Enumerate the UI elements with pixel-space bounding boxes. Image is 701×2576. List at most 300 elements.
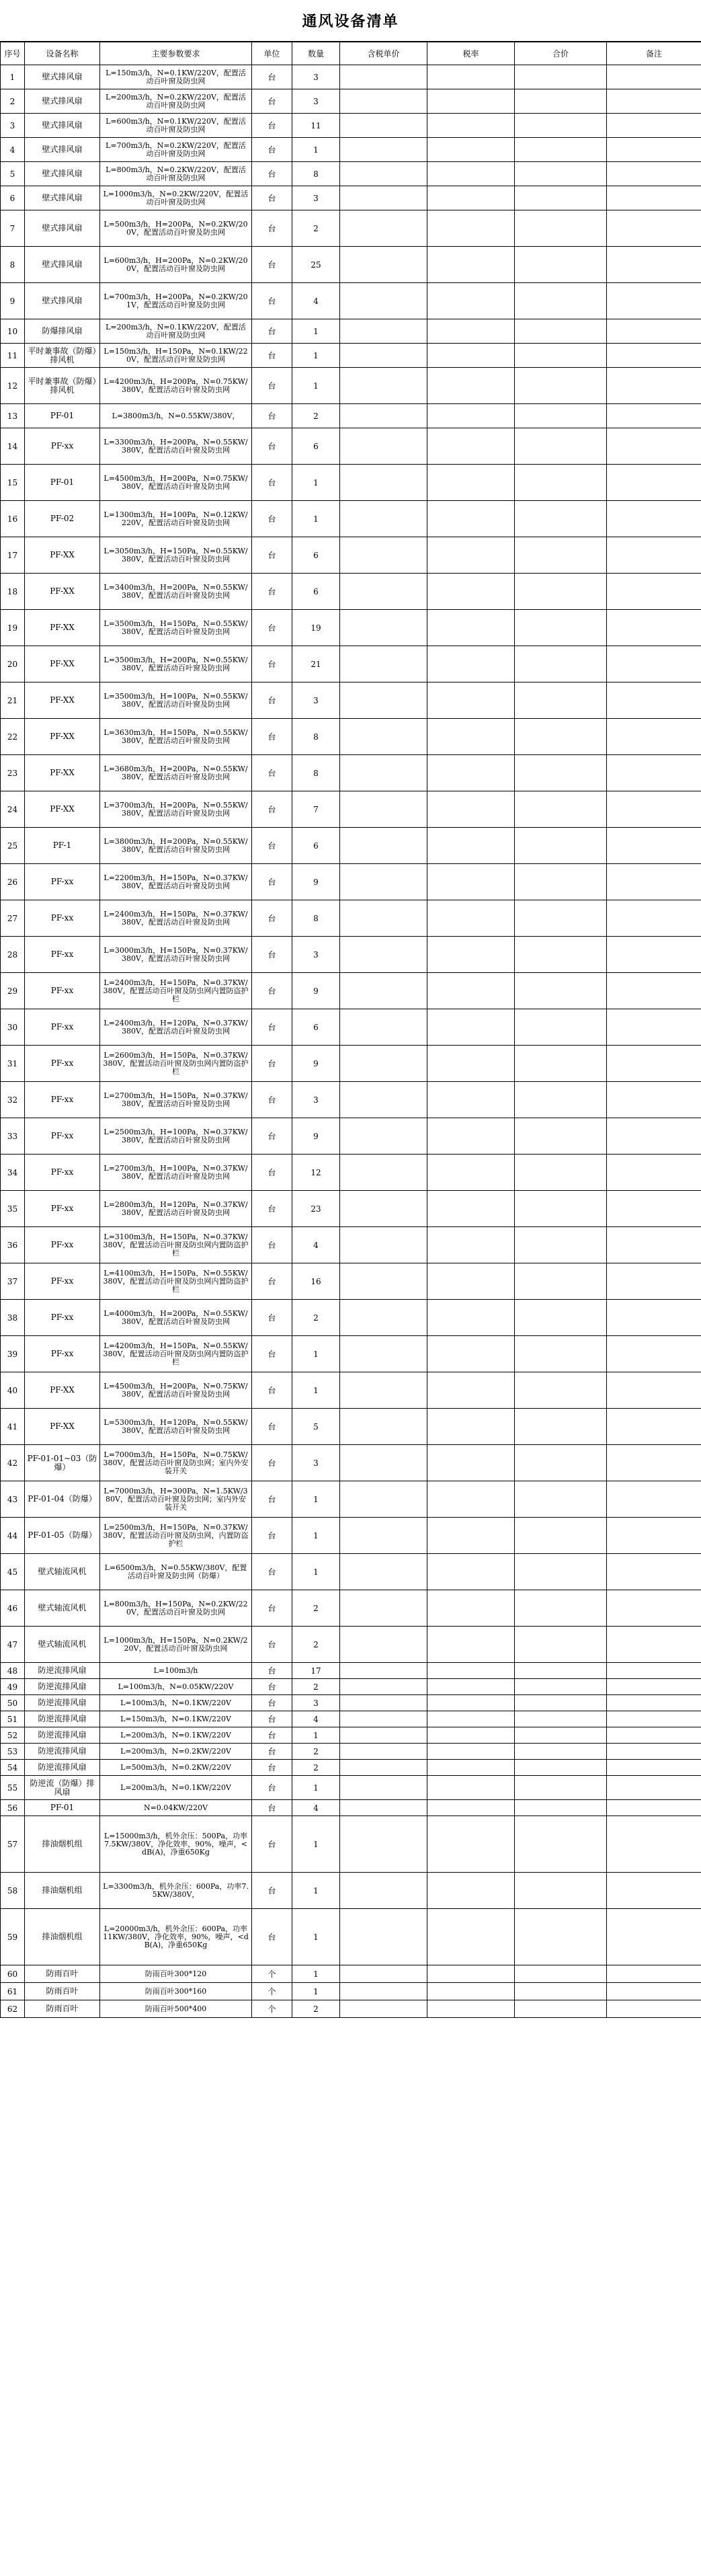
row-name: PF-XX xyxy=(25,755,100,791)
row-remarks xyxy=(607,465,701,501)
table-row xyxy=(1,1816,701,1873)
row-requirements: L=200m3/h，N=0.1KW/220V，配置活动百叶窗及防虫网 xyxy=(100,319,252,344)
row-no: 43 xyxy=(1,1481,25,1518)
row-requirements: L=2700m3/h，H=150Pa，N=0.37KW/380V，配置活动百叶窗及防虫网 xyxy=(100,1082,252,1118)
row-unit-price xyxy=(340,1965,427,1983)
row-no: 33 xyxy=(1,1118,25,1155)
table-row xyxy=(1,404,701,428)
row-name: 防逆流排风扇 xyxy=(25,1663,100,1679)
row-quantity: 2 xyxy=(292,1744,340,1760)
row-quantity: 1 xyxy=(292,319,340,344)
table-row xyxy=(1,1965,701,1983)
header-total-price: 合价 xyxy=(515,42,607,65)
row-requirements: L=3680m3/h，H=200Pa，N=0.55KW/380V，配置活动百叶窗及防虫网 xyxy=(100,755,252,791)
row-no: 12 xyxy=(1,368,25,404)
row-unit: 台 xyxy=(252,610,292,646)
row-total-price xyxy=(515,1336,607,1372)
row-unit: 台 xyxy=(252,1776,292,1800)
row-name: 壁式排风扇 xyxy=(25,162,100,186)
row-name: PF-xx xyxy=(25,937,100,973)
row-requirements: L=800m3/h，H=150Pa，N=0.2KW/220V，配置活动百叶窗及防虫网 xyxy=(100,1590,252,1627)
row-unit: 台 xyxy=(252,89,292,114)
row-unit-price xyxy=(340,210,427,247)
row-tax-rate xyxy=(427,1760,515,1776)
row-unit-price xyxy=(340,1227,427,1263)
row-remarks xyxy=(607,1816,701,1873)
row-name: PF-XX xyxy=(25,574,100,610)
row-quantity: 1 xyxy=(292,344,340,368)
row-quantity: 2 xyxy=(292,1760,340,1776)
table-row xyxy=(1,1372,701,1409)
row-quantity: 8 xyxy=(292,162,340,186)
row-no: 1 xyxy=(1,65,25,89)
row-tax-rate xyxy=(427,574,515,610)
row-unit-price xyxy=(340,1909,427,1965)
row-requirements: L=150m3/h，N=0.1KW/220V，配置活动百叶窗及防虫网 xyxy=(100,65,252,89)
row-tax-rate xyxy=(427,1409,515,1445)
row-requirements: L=800m3/h，N=0.2KW/220V，配置活动百叶窗及防虫网 xyxy=(100,162,252,186)
row-no: 40 xyxy=(1,1372,25,1409)
row-unit-price xyxy=(340,1679,427,1695)
row-remarks xyxy=(607,162,701,186)
row-unit: 台 xyxy=(252,501,292,537)
table-row xyxy=(1,937,701,973)
row-total-price xyxy=(515,1983,607,2000)
row-remarks xyxy=(607,1590,701,1627)
sheet-title: 通风设备清单 xyxy=(0,0,701,42)
header-no: 序号 xyxy=(1,42,25,65)
row-unit-price xyxy=(340,1118,427,1155)
table-row xyxy=(1,344,701,368)
row-requirements: L=2400m3/h，H=150Pa，N=0.37KW/380V，配置活动百叶窗及防虫网内置防盗护栏 xyxy=(100,973,252,1009)
row-no: 25 xyxy=(1,828,25,864)
row-unit: 台 xyxy=(252,900,292,937)
row-total-price xyxy=(515,900,607,937)
row-requirements: L=3630m3/h，H=150Pa，N=0.55KW/380V，配置活动百叶窗及防虫网 xyxy=(100,719,252,755)
row-quantity: 9 xyxy=(292,973,340,1009)
row-no: 20 xyxy=(1,646,25,682)
row-remarks xyxy=(607,1760,701,1776)
row-name: PF-xx xyxy=(25,1263,100,1300)
row-name: 壁式排风扇 xyxy=(25,283,100,319)
row-total-price xyxy=(515,247,607,283)
row-quantity: 1 xyxy=(292,1983,340,2000)
row-total-price xyxy=(515,465,607,501)
row-unit-price xyxy=(340,344,427,368)
table-row xyxy=(1,1663,701,1679)
row-name: PF-xx xyxy=(25,864,100,900)
row-total-price xyxy=(515,1554,607,1590)
row-remarks xyxy=(607,1263,701,1300)
row-total-price xyxy=(515,1711,607,1727)
row-tax-rate xyxy=(427,1191,515,1227)
row-name: PF-XX xyxy=(25,791,100,828)
row-tax-rate xyxy=(427,1727,515,1744)
row-total-price xyxy=(515,319,607,344)
row-total-price xyxy=(515,1118,607,1155)
table-row xyxy=(1,719,701,755)
row-name: PF-xx xyxy=(25,1300,100,1336)
row-unit: 台 xyxy=(252,1590,292,1627)
row-tax-rate xyxy=(427,1590,515,1627)
row-unit-price xyxy=(340,791,427,828)
row-name: 防逆流排风扇 xyxy=(25,1760,100,1776)
row-requirements: L=1000m3/h，N=0.2KW/220V，配置活动百叶窗及防虫网 xyxy=(100,186,252,210)
row-remarks xyxy=(607,1336,701,1372)
row-unit: 台 xyxy=(252,1873,292,1909)
row-no: 17 xyxy=(1,537,25,574)
row-remarks xyxy=(607,114,701,138)
row-tax-rate xyxy=(427,1300,515,1336)
row-no: 50 xyxy=(1,1695,25,1711)
row-name: PF-xx xyxy=(25,1191,100,1227)
row-unit: 台 xyxy=(252,646,292,682)
row-requirements: L=3100m3/h，H=150Pa，N=0.37KW/380V，配置活动百叶窗及防虫网内置防盗护栏 xyxy=(100,1227,252,1263)
row-remarks xyxy=(607,1300,701,1336)
row-unit-price xyxy=(340,283,427,319)
row-requirements: L=3500m3/h，H=150Pa，N=0.55KW/380V，配置活动百叶窗及防虫网 xyxy=(100,610,252,646)
row-name: 壁式排风扇 xyxy=(25,138,100,162)
row-name: PF-xx xyxy=(25,900,100,937)
row-unit-price xyxy=(340,1009,427,1046)
row-tax-rate xyxy=(427,65,515,89)
row-tax-rate xyxy=(427,89,515,114)
row-unit: 台 xyxy=(252,1727,292,1744)
row-unit-price xyxy=(340,1816,427,1873)
row-total-price xyxy=(515,1744,607,1760)
row-quantity: 9 xyxy=(292,1046,340,1082)
row-requirements: L=2400m3/h，H=150Pa，N=0.37KW/380V，配置活动百叶窗及防虫网 xyxy=(100,900,252,937)
row-name: PF-02 xyxy=(25,501,100,537)
header-tax-rate: 税率 xyxy=(427,42,515,65)
row-unit-price xyxy=(340,1481,427,1518)
row-unit: 台 xyxy=(252,1816,292,1873)
table-row xyxy=(1,1627,701,1663)
row-total-price xyxy=(515,864,607,900)
row-unit: 台 xyxy=(252,344,292,368)
row-unit-price xyxy=(340,574,427,610)
row-remarks xyxy=(607,646,701,682)
row-remarks xyxy=(607,1554,701,1590)
row-requirements: L=3300m3/h，H=200Pa，N=0.55KW/380V，配置活动百叶窗及防虫网 xyxy=(100,428,252,465)
row-name: 防逆流排风扇 xyxy=(25,1711,100,1727)
row-name: 防雨百叶 xyxy=(25,2000,100,2018)
row-tax-rate xyxy=(427,368,515,404)
row-unit: 台 xyxy=(252,1800,292,1816)
row-requirements: L=700m3/h，N=0.2KW/220V，配置活动百叶窗及防虫网 xyxy=(100,138,252,162)
table-row xyxy=(1,574,701,610)
row-remarks xyxy=(607,1800,701,1816)
row-quantity: 3 xyxy=(292,1082,340,1118)
row-remarks xyxy=(607,501,701,537)
row-total-price xyxy=(515,574,607,610)
row-tax-rate xyxy=(427,1227,515,1263)
table-row xyxy=(1,1695,701,1711)
row-unit: 台 xyxy=(252,1191,292,1227)
row-total-price xyxy=(515,1909,607,1965)
table-row xyxy=(1,1445,701,1481)
row-quantity: 6 xyxy=(292,428,340,465)
row-quantity: 1 xyxy=(292,1909,340,1965)
row-unit: 台 xyxy=(252,682,292,719)
row-tax-rate xyxy=(427,1118,515,1155)
row-remarks xyxy=(607,428,701,465)
table-row xyxy=(1,1082,701,1118)
row-requirements: L=2200m3/h，H=150Pa，N=0.37KW/380V，配置活动百叶窗及防虫网 xyxy=(100,864,252,900)
row-unit-price xyxy=(340,1800,427,1816)
row-remarks xyxy=(607,1909,701,1965)
row-remarks xyxy=(607,1679,701,1695)
row-tax-rate xyxy=(427,1082,515,1118)
row-unit: 台 xyxy=(252,1409,292,1445)
table-row xyxy=(1,1983,701,2000)
row-remarks xyxy=(607,682,701,719)
row-total-price xyxy=(515,1727,607,1744)
row-quantity: 1 xyxy=(292,1518,340,1554)
row-requirements: L=7000m3/h，H=300Pa，N=1.5KW/380V，配置活动百叶窗及防虫网；室内外安装开关 xyxy=(100,1481,252,1518)
row-tax-rate xyxy=(427,138,515,162)
row-requirements: L=15000m3/h，机外余压：500Pa，功率7.5KW/380V，净化效率，90%，噪声，<dB(A)，净重650Kg xyxy=(100,1816,252,1873)
table-row xyxy=(1,1909,701,1965)
row-no: 32 xyxy=(1,1082,25,1118)
row-tax-rate xyxy=(427,1695,515,1711)
row-total-price xyxy=(515,937,607,973)
row-total-price xyxy=(515,1965,607,1983)
row-total-price xyxy=(515,1663,607,1679)
row-requirements: L=3800m3/h，N=0.55KW/380V， xyxy=(100,404,252,428)
table-row xyxy=(1,2000,701,2018)
row-remarks xyxy=(607,283,701,319)
row-unit-price xyxy=(340,1663,427,1679)
row-name: 壁式轴流风机 xyxy=(25,1627,100,1663)
row-unit: 台 xyxy=(252,1046,292,1082)
row-requirements: L=3300m3/h，机外余压：600Pa，功率7.5KW/380V， xyxy=(100,1873,252,1909)
row-name: 平时兼事故（防爆）排风机 xyxy=(25,368,100,404)
row-quantity: 3 xyxy=(292,937,340,973)
row-unit-price xyxy=(340,138,427,162)
row-quantity: 1 xyxy=(292,1816,340,1873)
row-quantity: 8 xyxy=(292,900,340,937)
row-remarks xyxy=(607,1711,701,1727)
row-requirements: L=500m3/h，N=0.2KW/220V xyxy=(100,1760,252,1776)
row-name: PF-xx xyxy=(25,1009,100,1046)
row-tax-rate xyxy=(427,1336,515,1372)
row-unit-price xyxy=(340,1727,427,1744)
row-total-price xyxy=(515,1695,607,1711)
row-unit-price xyxy=(340,1155,427,1191)
row-name: PF-1 xyxy=(25,828,100,864)
row-tax-rate xyxy=(427,1481,515,1518)
row-unit-price xyxy=(340,1744,427,1760)
row-name: PF-xx xyxy=(25,1046,100,1082)
row-no: 53 xyxy=(1,1744,25,1760)
row-tax-rate xyxy=(427,344,515,368)
row-unit: 台 xyxy=(252,755,292,791)
row-no: 7 xyxy=(1,210,25,247)
row-remarks xyxy=(607,574,701,610)
row-name: PF-01 xyxy=(25,465,100,501)
row-tax-rate xyxy=(427,1046,515,1082)
table-row xyxy=(1,428,701,465)
table-row xyxy=(1,1336,701,1372)
row-unit: 个 xyxy=(252,1983,292,2000)
row-unit-price xyxy=(340,646,427,682)
row-total-price xyxy=(515,1760,607,1776)
row-remarks xyxy=(607,1627,701,1663)
row-no: 56 xyxy=(1,1800,25,1816)
row-no: 22 xyxy=(1,719,25,755)
row-tax-rate xyxy=(427,2000,515,2018)
row-name: 壁式排风扇 xyxy=(25,186,100,210)
row-requirements: L=3700m3/h，H=200Pa，N=0.55KW/380V，配置活动百叶窗及防虫网 xyxy=(100,791,252,828)
table-row xyxy=(1,1760,701,1776)
row-total-price xyxy=(515,1800,607,1816)
row-quantity: 3 xyxy=(292,89,340,114)
row-name: PF-XX xyxy=(25,646,100,682)
row-quantity: 8 xyxy=(292,755,340,791)
row-unit: 台 xyxy=(252,1155,292,1191)
table-row xyxy=(1,537,701,574)
row-tax-rate xyxy=(427,537,515,574)
table-row xyxy=(1,1481,701,1518)
table-row xyxy=(1,1800,701,1816)
table-row xyxy=(1,114,701,138)
table-row xyxy=(1,1046,701,1082)
row-quantity: 3 xyxy=(292,682,340,719)
row-remarks xyxy=(607,1965,701,1983)
row-unit: 台 xyxy=(252,937,292,973)
row-unit-price xyxy=(340,937,427,973)
row-unit: 台 xyxy=(252,247,292,283)
table-row xyxy=(1,283,701,319)
row-requirements: L=7000m3/h，H=150Pa，N=0.75KW/380V，配置活动百叶窗及防虫网；室内外安装开关 xyxy=(100,1445,252,1481)
row-remarks xyxy=(607,1776,701,1800)
table-row xyxy=(1,1711,701,1727)
row-unit: 台 xyxy=(252,791,292,828)
table-row xyxy=(1,1227,701,1263)
row-total-price xyxy=(515,719,607,755)
row-unit-price xyxy=(340,1695,427,1711)
row-remarks xyxy=(607,828,701,864)
row-total-price xyxy=(515,186,607,210)
row-name: 壁式排风扇 xyxy=(25,65,100,89)
row-requirements: L=100m3/h，N=0.05KW/220V xyxy=(100,1679,252,1695)
header-remarks: 备注 xyxy=(607,42,701,65)
row-total-price xyxy=(515,1481,607,1518)
row-unit: 台 xyxy=(252,1663,292,1679)
row-total-price xyxy=(515,1873,607,1909)
row-requirements: 防雨百叶500*400 xyxy=(100,2000,252,2018)
row-remarks xyxy=(607,1155,701,1191)
row-remarks xyxy=(607,1983,701,2000)
row-tax-rate xyxy=(427,1155,515,1191)
row-name: PF-01 xyxy=(25,1800,100,1816)
row-no: 28 xyxy=(1,937,25,973)
row-unit-price xyxy=(340,1627,427,1663)
row-remarks xyxy=(607,1046,701,1082)
row-unit: 台 xyxy=(252,114,292,138)
row-remarks xyxy=(607,138,701,162)
row-remarks xyxy=(607,1372,701,1409)
row-requirements: L=4500m3/h，H=200Pa，N=0.75KW/380V，配置活动百叶窗及防虫网 xyxy=(100,465,252,501)
row-quantity: 1 xyxy=(292,1873,340,1909)
row-name: 防雨百叶 xyxy=(25,1983,100,2000)
row-quantity: 1 xyxy=(292,1776,340,1800)
table-row xyxy=(1,864,701,900)
row-quantity: 6 xyxy=(292,1009,340,1046)
row-unit-price xyxy=(340,89,427,114)
table-row xyxy=(1,1744,701,1760)
row-total-price xyxy=(515,138,607,162)
row-requirements: L=6500m3/h，N=0.55KW/380V，配置活动百叶窗及防虫网（防爆） xyxy=(100,1554,252,1590)
row-no: 19 xyxy=(1,610,25,646)
row-requirements: L=150m3/h，N=0.1KW/220V xyxy=(100,1711,252,1727)
row-unit: 台 xyxy=(252,1695,292,1711)
row-quantity: 6 xyxy=(292,574,340,610)
row-requirements: L=2700m3/h，H=100Pa，N=0.37KW/380V，配置活动百叶窗及防虫网 xyxy=(100,1155,252,1191)
row-quantity: 1 xyxy=(292,368,340,404)
row-unit-price xyxy=(340,368,427,404)
table-row xyxy=(1,1191,701,1227)
row-total-price xyxy=(515,65,607,89)
row-unit: 台 xyxy=(252,404,292,428)
row-unit: 台 xyxy=(252,828,292,864)
row-total-price xyxy=(515,162,607,186)
row-requirements: L=3400m3/h，H=200Pa，N=0.55KW/380V，配置活动百叶窗及防虫网 xyxy=(100,574,252,610)
table-row xyxy=(1,1776,701,1800)
row-no: 48 xyxy=(1,1663,25,1679)
row-no: 18 xyxy=(1,574,25,610)
row-total-price xyxy=(515,755,607,791)
equipment-table xyxy=(0,42,701,2018)
row-remarks xyxy=(607,1873,701,1909)
row-quantity: 2 xyxy=(292,210,340,247)
row-quantity: 25 xyxy=(292,247,340,283)
row-total-price xyxy=(515,973,607,1009)
row-tax-rate xyxy=(427,1744,515,1760)
row-unit-price xyxy=(340,1554,427,1590)
row-name: PF-XX xyxy=(25,610,100,646)
row-name: 排油烟机组 xyxy=(25,1909,100,1965)
row-tax-rate xyxy=(427,1965,515,1983)
row-quantity: 16 xyxy=(292,1263,340,1300)
row-quantity: 1 xyxy=(292,1554,340,1590)
row-total-price xyxy=(515,1263,607,1300)
row-unit: 台 xyxy=(252,319,292,344)
row-unit-price xyxy=(340,1590,427,1627)
row-tax-rate xyxy=(427,719,515,755)
table-row xyxy=(1,465,701,501)
row-quantity: 19 xyxy=(292,610,340,646)
row-unit-price xyxy=(340,65,427,89)
row-unit: 台 xyxy=(252,1009,292,1046)
row-name: 平时兼事故（防爆）排风机 xyxy=(25,344,100,368)
row-remarks xyxy=(607,210,701,247)
table-row xyxy=(1,368,701,404)
table-row xyxy=(1,755,701,791)
row-quantity: 2 xyxy=(292,404,340,428)
row-unit-price xyxy=(340,1518,427,1554)
table-row xyxy=(1,247,701,283)
row-quantity: 21 xyxy=(292,646,340,682)
row-unit-price xyxy=(340,2000,427,2018)
row-remarks xyxy=(607,610,701,646)
row-name: PF-XX xyxy=(25,1409,100,1445)
row-no: 61 xyxy=(1,1983,25,2000)
row-tax-rate xyxy=(427,610,515,646)
header-row xyxy=(1,42,701,65)
row-no: 4 xyxy=(1,138,25,162)
